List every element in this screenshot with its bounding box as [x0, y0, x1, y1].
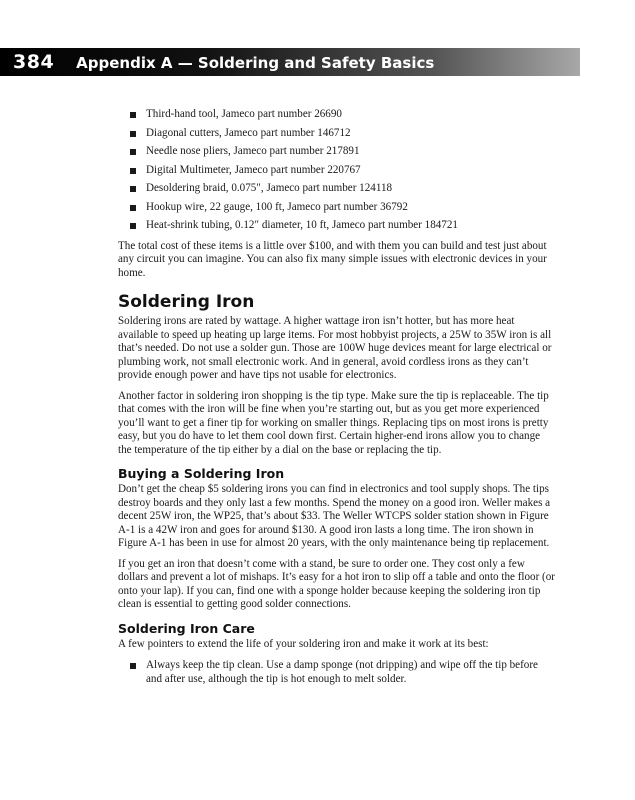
- running-header: [0, 48, 580, 76]
- paragraph: Soldering irons are rated by wattage. A higher wattage iron isn’t hotter, but has more heat available to speed up heating up large items. For most hobbyist projects, a 25W to 35W iron is all that’s needed. Do not use a solder gun. Those are 100W huge devices meant for large electrical or plumbing work, not small electronic work. And in general, avoid cordless irons as they can’t provide enough power and have tips not usable for electronics.: [118, 315, 552, 381]
- subheading-care: Soldering Iron Care: [118, 620, 255, 636]
- paragraph: Another factor in soldering iron shopping is the tip type. Make sure the tip is replaceable. The tip that comes with the iron will be fine when you’re starting out, but as you get more experienced you’ll want to get a finer tip for working on smaller things. Replacing tips on most irons is pretty easy, but you do have to let them cool down first. Certain higher-end irons allow you to change the temperature of the tip either by a dial on the base or replacing the tip.: [118, 389, 549, 456]
- care-list: [118, 659, 555, 686]
- section-heading-soldering-iron: Soldering Iron: [118, 292, 255, 312]
- list-item: Hookup wire, 22 gauge, 100 ft, Jameco part number 36792: [118, 201, 555, 215]
- paragraph: Don’t get the cheap $5 soldering irons you can find in electronics and tool supply shops. The tips destroy boards and they only last a few months. Spend the money on a good iron. Weller makes a decent 25W iron, the WP25, that’s about $33. The Weller WTCPS solder station shown in Figure A-1 is a 42W iron and goes for around $130. A good iron lasts a long time. The iron shown in Figure A-1 has been in use for almost 20 years, with the only maintenance being tip replacement.: [118, 483, 551, 549]
- list-item: Needle nose pliers, Jameco part number 217891: [118, 145, 555, 159]
- paragraph: If you get an iron that doesn’t come with a stand, be sure to order one. They cost only a few dollars and prevent a lot of mishaps. It’s easy for a hot iron to slip off a table and onto the floor (or onto your lap). If you can, find one with a sponge holder because keeping the soldering iron tip clean is essential to getting good solder connections.: [118, 557, 555, 610]
- tool-list: [118, 108, 555, 233]
- list-item: Heat-shrink tubing, 0.12″ diameter, 10 ft, Jameco part number 184721: [118, 219, 555, 233]
- list-item: Desoldering braid, 0.075″, Jameco part number 124118: [118, 182, 555, 196]
- list-item: Always keep the tip clean. Use a damp sponge (not dripping) and wipe off the tip before and after use, although the tip is hot enough to melt solder.: [118, 659, 555, 686]
- chapter-title: Appendix A — Soldering and Safety Basics: [76, 54, 435, 72]
- paragraph: A few pointers to extend the life of your soldering iron and make it work at its best:: [118, 637, 489, 650]
- list-item: Digital Multimeter, Jameco part number 220767: [118, 164, 555, 178]
- page-number: 384: [13, 51, 55, 73]
- list-item: Diagonal cutters, Jameco part number 146712: [118, 127, 555, 141]
- list-item: Third-hand tool, Jameco part number 26690: [118, 108, 555, 122]
- subheading-buying: Buying a Soldering Iron: [118, 466, 285, 481]
- intro-paragraph: The total cost of these items is a little over $100, and with them you can build and test just about any circuit you can imagine. You can also fix many simple issues with electronic devices in your home.: [118, 239, 547, 279]
- header-text: [13, 48, 434, 76]
- page-body: [118, 108, 555, 686]
